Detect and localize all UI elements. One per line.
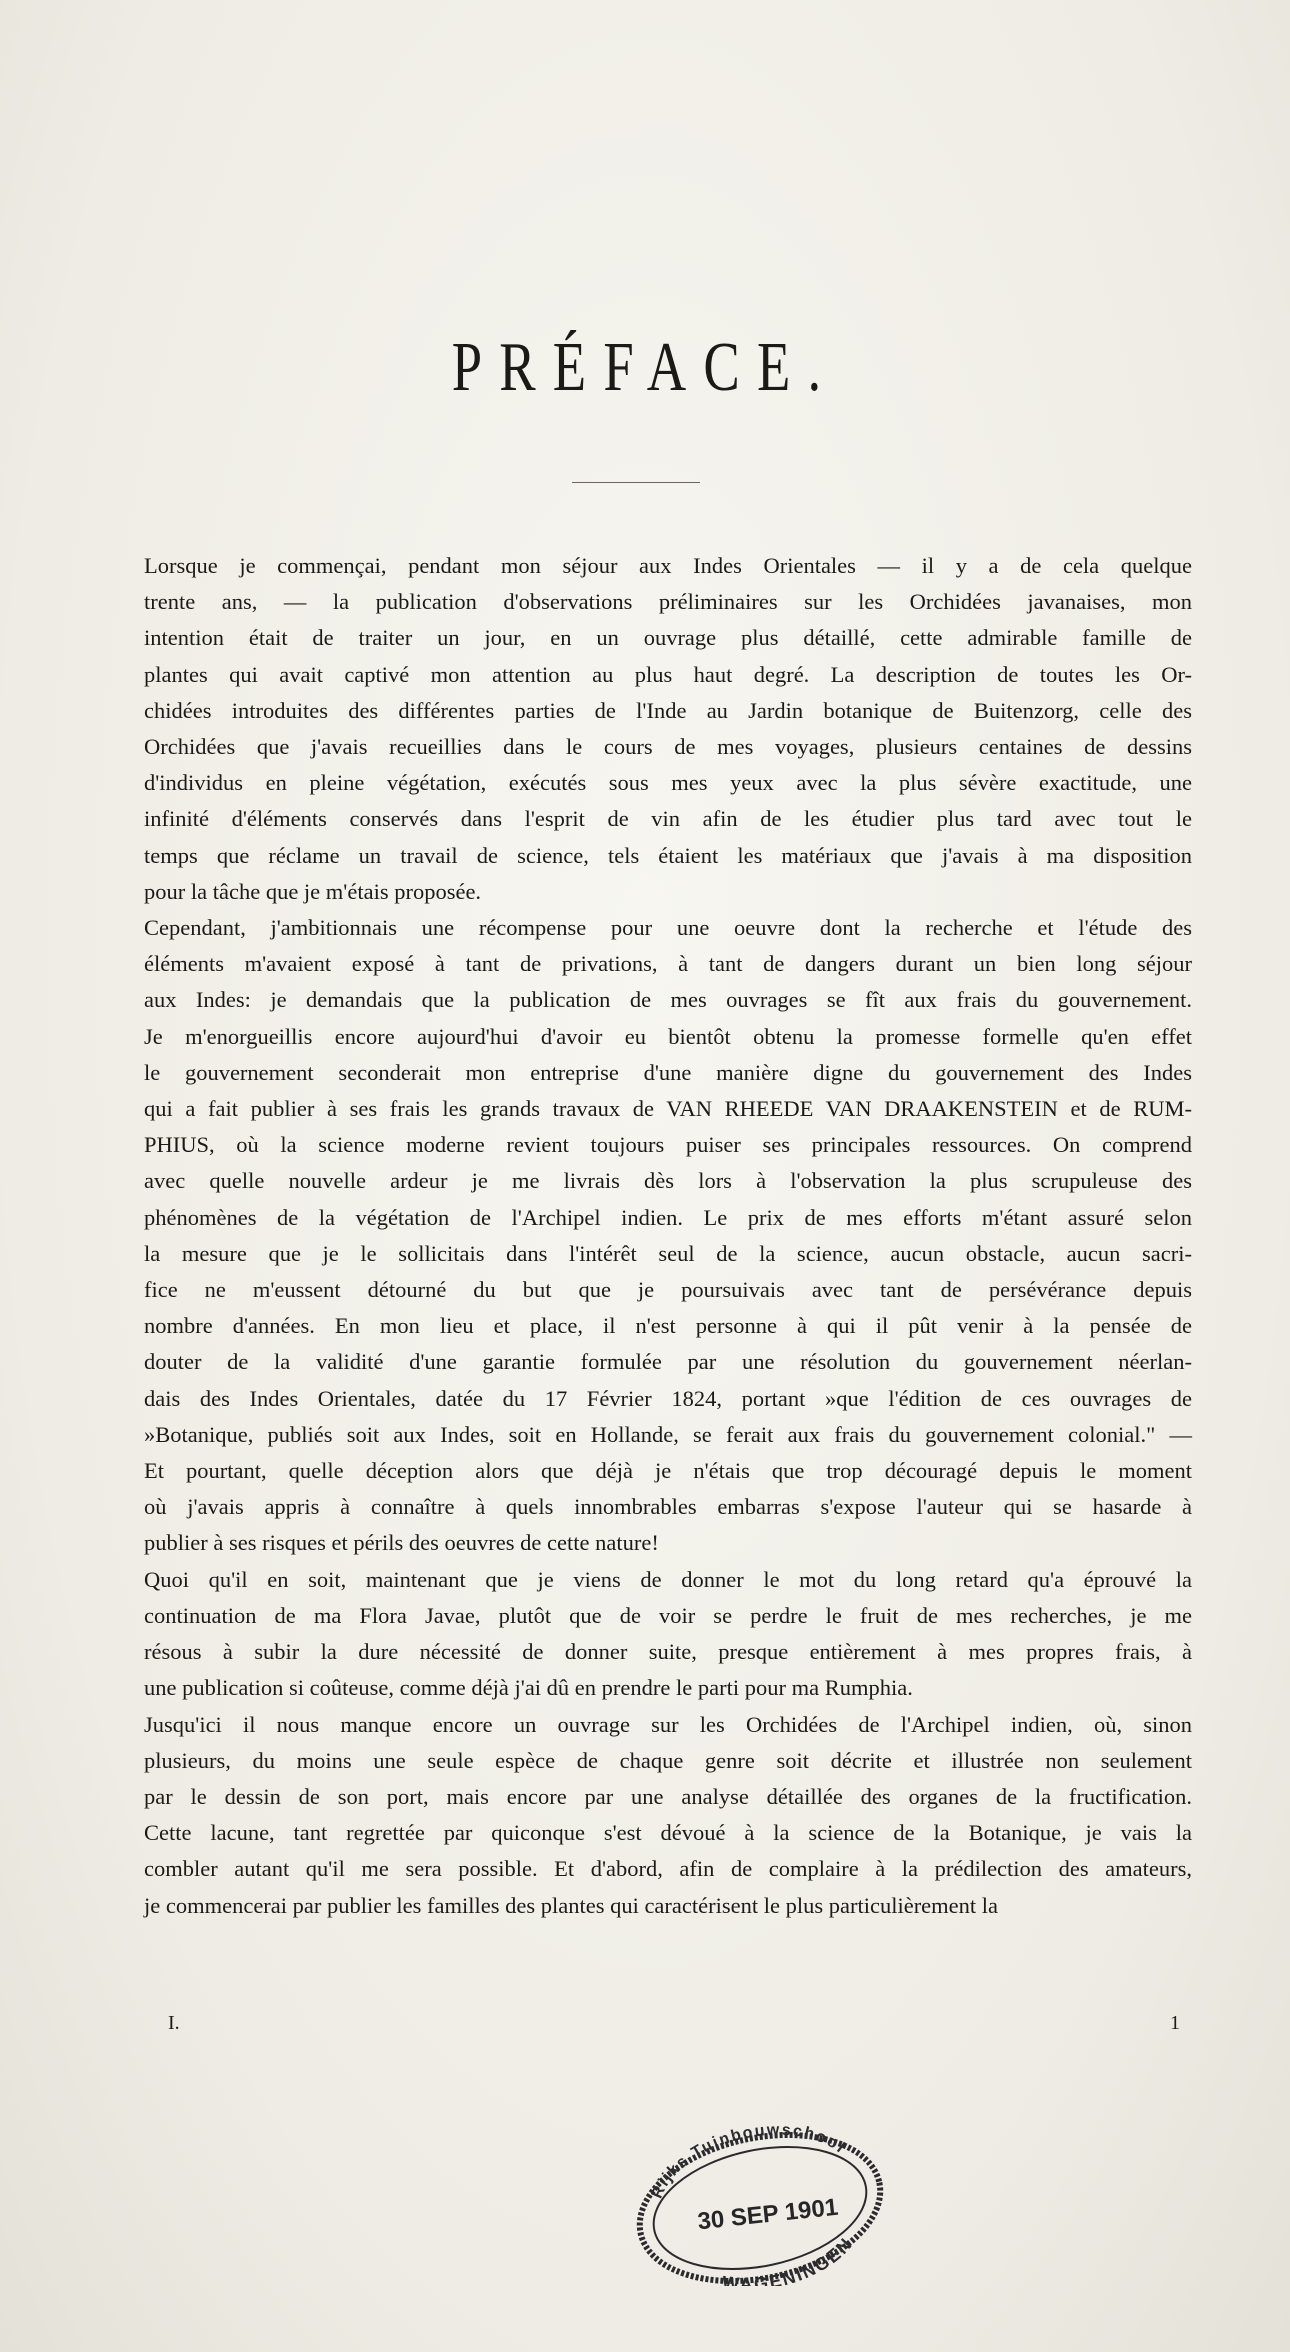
text-line: la mesure que je le sollicitais dans l'intérêt seul de la science, aucun obstacle, aucun sacri- (144, 1240, 1192, 1266)
text-line: éléments m'avaient exposé à tant de privations, à tant de dangers durant un bien long séjour (144, 951, 1192, 977)
preface-paragraph (144, 548, 1192, 910)
preface-paragraph (144, 1562, 1192, 1707)
text-line: douter de la validité d'une garantie formulée par une résolution du gouvernement néerlan- (144, 1349, 1192, 1375)
text-line: je commencerai par publier les familles des plantes qui caractérisent le plus particulièrement la (144, 1892, 999, 1918)
text-line: Et pourtant, quelle déception alors que déjà je n'étais que trop découragé depuis le moment (144, 1458, 1192, 1484)
text-line: nombre d'années. En mon lieu et place, il n'est personne à qui il pût venir à la pensée de (144, 1313, 1192, 1339)
text-line: publier à ses risques et périls des oeuvres de cette nature! (144, 1530, 659, 1556)
text-line: une publication si coûteuse, comme déjà j'ai dû en prendre le parti pour ma Rumphia. (144, 1675, 913, 1701)
text-line: combler autant qu'il me sera possible. Et d'abord, afin de complaire à la prédilection des amateurs, (144, 1856, 1192, 1882)
text-line: Je m'enorgueillis encore aujourd'hui d'avoir eu bientôt obtenu la promesse formelle qu'en effet (144, 1023, 1192, 1049)
text-line: phénomènes de la végétation de l'Archipel indien. Le prix de mes efforts m'étant assuré selon (144, 1204, 1192, 1230)
preface-body (144, 548, 1192, 1924)
text-line: pour la tâche que je m'étais proposée. (144, 878, 482, 904)
text-line: intention était de traiter un jour, en un ouvrage plus détaillé, cette admirable famille de (144, 625, 1192, 651)
text-line: Cette lacune, tant regrettée par quiconque s'est dévoué à la science de la Botanique, je vais la (144, 1820, 1192, 1846)
text-line: où j'avais appris à connaître à quels innombrables embarras s'expose l'auteur qui se hasarde à (144, 1494, 1192, 1520)
stamp-seal (620, 2120, 890, 2286)
text-line: chidées introduites des différentes parties de l'Inde au Jardin botanique de Buitenzorg, celle des (144, 697, 1192, 723)
preface-paragraph (144, 910, 1192, 1562)
text-line: résous à subir la dure nécessité de donner suite, presque entièrement à mes propres frais, à (144, 1639, 1192, 1665)
text-line: infinité d'éléments conservés dans l'esprit de vin afin de les étudier plus tard avec tout le (144, 806, 1192, 832)
signature-mark: I. (168, 2012, 180, 2034)
text-line: plusieurs, du moins une seule espèce de chaque genre soit décrite et illustrée non seulement (144, 1747, 1192, 1773)
text-line: Quoi qu'il en soit, maintenant que je viens de donner le mot du long retard qu'a éprouvé la (144, 1566, 1192, 1592)
svg-text:Rijks Tuinbouwschool (649, 2122, 849, 2201)
title-divider (572, 482, 700, 483)
text-line: Jusqu'ici il nous manque encore un ouvrage sur les Orchidées de l'Archipel indien, où, sinon (144, 1711, 1192, 1737)
text-line: Orchidées que j'avais recueillies dans le cours de mes voyages, plusieurs centaines de dessins (144, 734, 1192, 760)
library-stamp (620, 2120, 890, 2286)
text-line: temps que réclame un travail de science, tels étaient les matériaux que j'avais à ma disposition (144, 842, 1192, 868)
page-footer (168, 2012, 1180, 2035)
text-line: aux Indes: je demandais que la publication de mes ouvrages se fît aux frais du gouvernement. (144, 987, 1192, 1013)
text-line: d'individus en pleine végétation, exécutés sous mes yeux avec la plus sévère exactitude, une (144, 770, 1192, 796)
stamp-bottom-text: WAGENINGEN (721, 2233, 857, 2286)
text-line: qui a fait publier à ses frais les grands travaux de VAN RHEEDE VAN DRAAKENSTEIN et de RUM- (144, 1096, 1192, 1122)
page-title: PRÉFACE. (451, 329, 839, 406)
text-line: fice ne m'eussent détourné du but que je poursuivais avec tant de persévérance depuis (144, 1277, 1192, 1303)
text-line: »Botanique, publiés soit aux Indes, soit en Hollande, se ferait aux frais du gouvernement colonial." — (144, 1421, 1192, 1447)
stamp-top-text: Rijks Tuinbouwschool (648, 2121, 850, 2202)
text-line: PHIUS, où la science moderne revient toujours puiser ses principales ressources. On comprend (144, 1132, 1192, 1158)
text-line: par le dessin de son port, mais encore par une analyse détaillée des organes de la fructification. (144, 1783, 1192, 1809)
text-line: plantes qui avait captivé mon attention au plus haut degré. La description de toutes les Or- (144, 661, 1192, 687)
page-number: 1 (1170, 2012, 1180, 2034)
text-line: continuation de ma Flora Javae, plutôt que de voir se perdre le fruit de mes recherches, je me (144, 1602, 1192, 1628)
text-line: trente ans, — la publication d'observations préliminaires sur les Orchidées javanaises, mon (144, 589, 1192, 615)
preface-paragraph (144, 1707, 1192, 1924)
text-line: avec quelle nouvelle ardeur je me livrais dès lors à l'observation la plus scrupuleuse des (144, 1168, 1192, 1194)
text-line: Cependant, j'ambitionnais une récompense pour une oeuvre dont la recherche et l'étude des (144, 915, 1192, 941)
text-line: le gouvernement seconderait mon entreprise d'une manière digne du gouvernement des Indes (144, 1059, 1192, 1085)
text-line: dais des Indes Orientales, datée du 17 Février 1824, portant »que l'édition de ces ouvrages de (144, 1385, 1192, 1411)
text-line: Lorsque je commençai, pendant mon séjour aux Indes Orientales — il y a de cela quelque (144, 553, 1192, 578)
stamp-date: 30 SEP 1901 (696, 2193, 840, 2236)
